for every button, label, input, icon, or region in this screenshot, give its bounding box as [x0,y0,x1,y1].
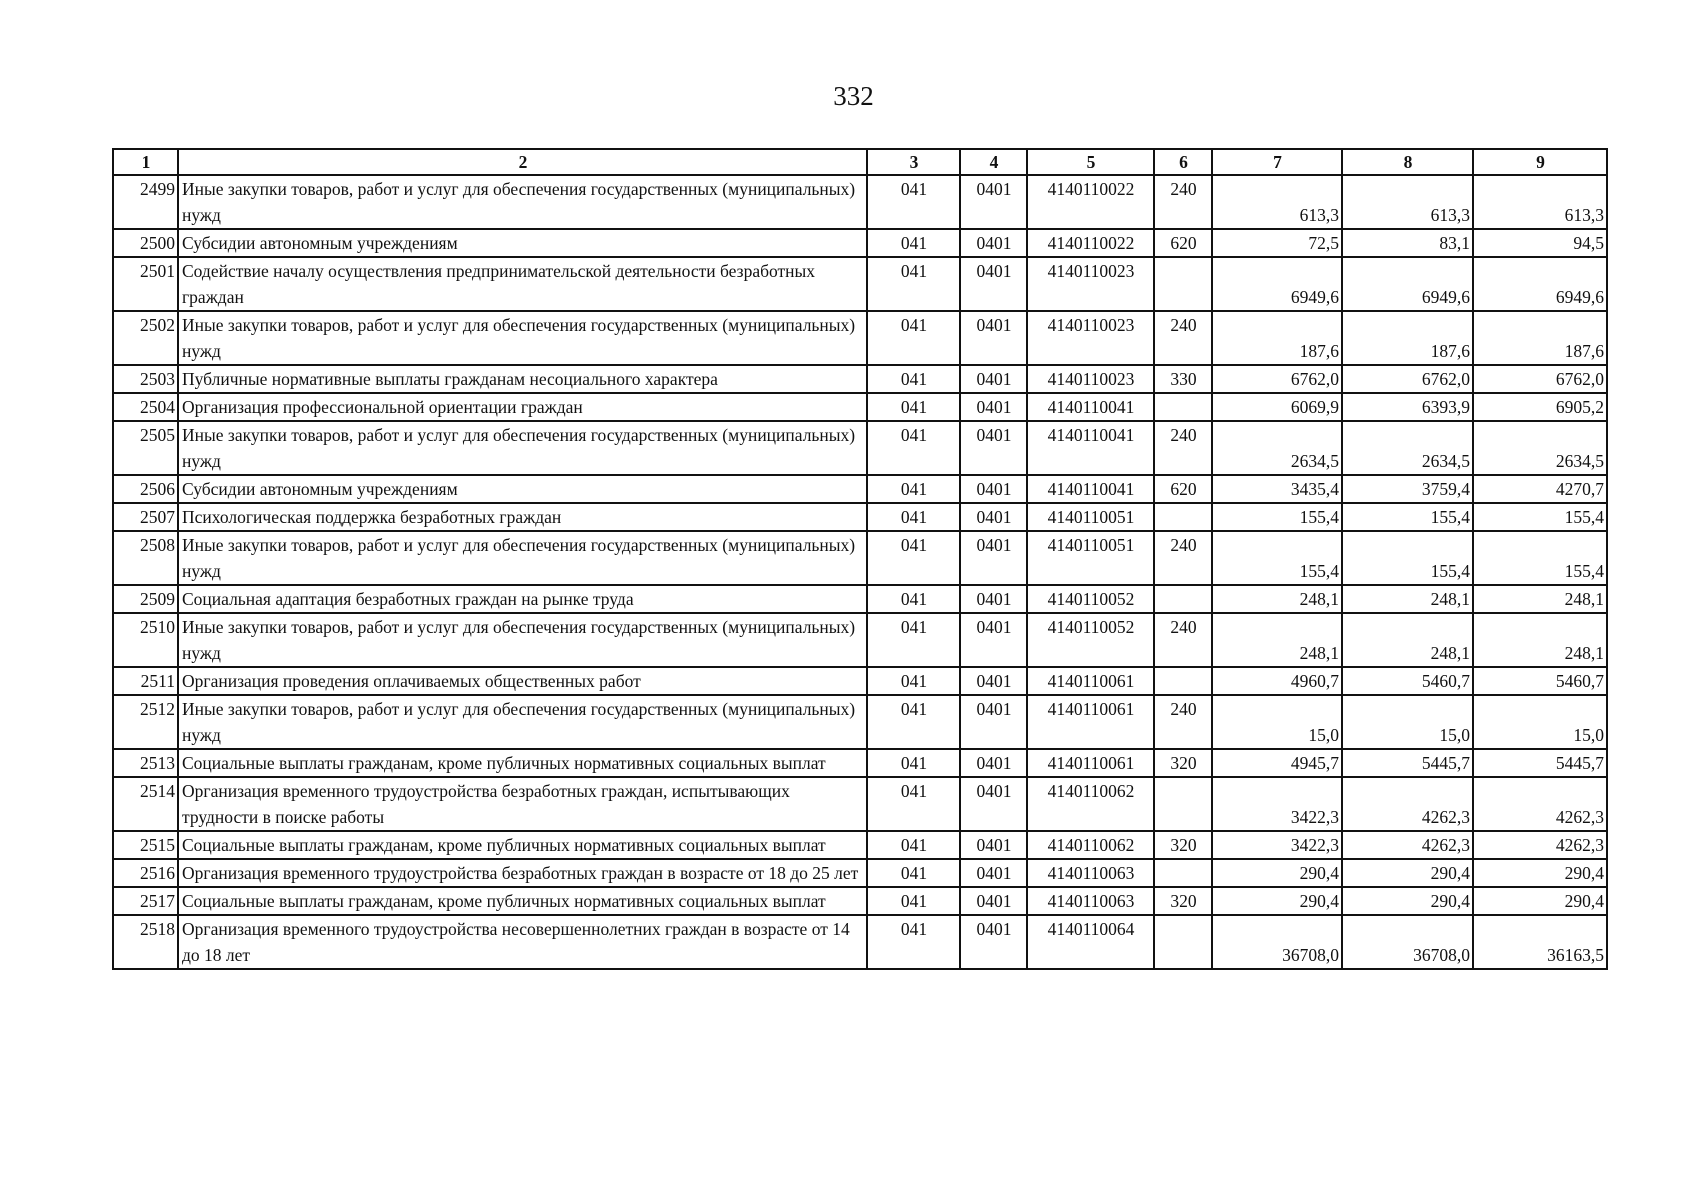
expense-type-cell: 240 [1154,175,1212,229]
ministry-code-cell: 041 [867,229,960,257]
section-code-cell: 0401 [960,503,1027,531]
row-number-cell: 2511 [113,667,178,695]
amount-col7-cell: 290,4 [1212,859,1342,887]
target-article-cell: 4140110063 [1027,859,1154,887]
item-name-cell: Организация временного трудоустройства безработных граждан, испытывающих трудности в поиске работы [178,777,867,831]
item-name-cell: Организация временного трудоустройства безработных граждан в возрасте от 18 до 25 лет [178,859,867,887]
amount-col8-cell: 5460,7 [1342,667,1473,695]
target-article-cell: 4140110063 [1027,887,1154,915]
target-article-cell: 4140110022 [1027,175,1154,229]
amount-col9-cell: 613,3 [1473,175,1607,229]
row-number-cell: 2506 [113,475,178,503]
section-code-cell: 0401 [960,475,1027,503]
amount-col7-cell: 4960,7 [1212,667,1342,695]
amount-col9-cell: 290,4 [1473,887,1607,915]
ministry-code-cell: 041 [867,915,960,969]
expense-type-cell: 620 [1154,475,1212,503]
column-header-5: 5 [1027,149,1154,175]
table-row [113,175,1607,229]
amount-col8-cell: 187,6 [1342,311,1473,365]
row-number-cell: 2514 [113,777,178,831]
row-number-cell: 2516 [113,859,178,887]
item-name-cell: Иные закупки товаров, работ и услуг для обеспечения государственных (муниципальных) нужд [178,613,867,667]
table-row [113,915,1607,969]
amount-col7-cell: 290,4 [1212,887,1342,915]
table-row [113,613,1607,667]
ministry-code-cell: 041 [867,613,960,667]
target-article-cell: 4140110041 [1027,393,1154,421]
amount-col8-cell: 4262,3 [1342,831,1473,859]
amount-col9-cell: 6949,6 [1473,257,1607,311]
amount-col9-cell: 155,4 [1473,531,1607,585]
table-row [113,749,1607,777]
amount-col7-cell: 72,5 [1212,229,1342,257]
amount-col9-cell: 15,0 [1473,695,1607,749]
amount-col9-cell: 6762,0 [1473,365,1607,393]
item-name-cell: Организация профессиональной ориентации граждан [178,393,867,421]
amount-col9-cell: 187,6 [1473,311,1607,365]
target-article-cell: 4140110023 [1027,311,1154,365]
amount-col7-cell: 6949,6 [1212,257,1342,311]
amount-col8-cell: 15,0 [1342,695,1473,749]
item-name-cell: Социальная адаптация безработных граждан на рынке труда [178,585,867,613]
amount-col9-cell: 6905,2 [1473,393,1607,421]
amount-col9-cell: 4262,3 [1473,831,1607,859]
expense-type-cell [1154,257,1212,311]
expense-type-cell [1154,667,1212,695]
amount-col8-cell: 2634,5 [1342,421,1473,475]
target-article-cell: 4140110064 [1027,915,1154,969]
table-row [113,531,1607,585]
ministry-code-cell: 041 [867,887,960,915]
target-article-cell: 4140110041 [1027,421,1154,475]
item-name-cell: Психологическая поддержка безработных граждан [178,503,867,531]
expense-type-cell: 240 [1154,311,1212,365]
target-article-cell: 4140110052 [1027,585,1154,613]
expense-type-cell: 240 [1154,421,1212,475]
ministry-code-cell: 041 [867,475,960,503]
row-number-cell: 2515 [113,831,178,859]
item-name-cell: Субсидии автономным учреждениям [178,475,867,503]
amount-col8-cell: 290,4 [1342,887,1473,915]
target-article-cell: 4140110022 [1027,229,1154,257]
ministry-code-cell: 041 [867,311,960,365]
table-row [113,393,1607,421]
row-number-cell: 2517 [113,887,178,915]
amount-col9-cell: 2634,5 [1473,421,1607,475]
section-code-cell: 0401 [960,915,1027,969]
table-row [113,475,1607,503]
section-code-cell: 0401 [960,531,1027,585]
amount-col8-cell: 5445,7 [1342,749,1473,777]
expense-type-cell [1154,915,1212,969]
column-header-1: 1 [113,149,178,175]
expense-type-cell: 240 [1154,695,1212,749]
expense-type-cell [1154,777,1212,831]
amount-col7-cell: 155,4 [1212,503,1342,531]
amount-col9-cell: 290,4 [1473,859,1607,887]
section-code-cell: 0401 [960,749,1027,777]
table-row [113,311,1607,365]
section-code-cell: 0401 [960,175,1027,229]
row-number-cell: 2500 [113,229,178,257]
table-row [113,365,1607,393]
section-code-cell: 0401 [960,365,1027,393]
table-row [113,257,1607,311]
amount-col7-cell: 4945,7 [1212,749,1342,777]
amount-col7-cell: 248,1 [1212,585,1342,613]
section-code-cell: 0401 [960,393,1027,421]
target-article-cell: 4140110052 [1027,613,1154,667]
ministry-code-cell: 041 [867,585,960,613]
row-number-cell: 2508 [113,531,178,585]
table-row [113,667,1607,695]
amount-col9-cell: 155,4 [1473,503,1607,531]
amount-col8-cell: 36708,0 [1342,915,1473,969]
item-name-cell: Иные закупки товаров, работ и услуг для обеспечения государственных (муниципальных) нужд [178,531,867,585]
expense-type-cell: 620 [1154,229,1212,257]
amount-col9-cell: 36163,5 [1473,915,1607,969]
page-number: 332 [833,81,874,111]
column-header-8: 8 [1342,149,1473,175]
section-code-cell: 0401 [960,613,1027,667]
amount-col7-cell: 155,4 [1212,531,1342,585]
amount-col7-cell: 187,6 [1212,311,1342,365]
expense-type-cell [1154,393,1212,421]
amount-col7-cell: 3435,4 [1212,475,1342,503]
column-header-6: 6 [1154,149,1212,175]
amount-col8-cell: 613,3 [1342,175,1473,229]
item-name-cell: Иные закупки товаров, работ и услуг для обеспечения государственных (муниципальных) нужд [178,421,867,475]
table-row [113,859,1607,887]
amount-col8-cell: 3759,4 [1342,475,1473,503]
amount-col7-cell: 248,1 [1212,613,1342,667]
target-article-cell: 4140110061 [1027,749,1154,777]
ministry-code-cell: 041 [867,175,960,229]
item-name-cell: Социальные выплаты гражданам, кроме публичных нормативных социальных выплат [178,887,867,915]
section-code-cell: 0401 [960,859,1027,887]
table-row [113,695,1607,749]
section-code-cell: 0401 [960,667,1027,695]
table-row [113,831,1607,859]
amount-col9-cell: 4270,7 [1473,475,1607,503]
item-name-cell: Иные закупки товаров, работ и услуг для обеспечения государственных (муниципальных) нужд [178,175,867,229]
table-row [113,421,1607,475]
ministry-code-cell: 041 [867,393,960,421]
table-row [113,585,1607,613]
amount-col8-cell: 155,4 [1342,503,1473,531]
item-name-cell: Организация временного трудоустройства несовершеннолетних граждан в возрасте от 14 до 18 лет [178,915,867,969]
item-name-cell: Публичные нормативные выплаты гражданам несоциального характера [178,365,867,393]
header-row [113,149,1607,175]
section-code-cell: 0401 [960,421,1027,475]
row-number-cell: 2518 [113,915,178,969]
amount-col9-cell: 94,5 [1473,229,1607,257]
expense-type-cell: 240 [1154,613,1212,667]
section-code-cell: 0401 [960,229,1027,257]
row-number-cell: 2503 [113,365,178,393]
item-name-cell: Иные закупки товаров, работ и услуг для обеспечения государственных (муниципальных) нужд [178,311,867,365]
row-number-cell: 2513 [113,749,178,777]
row-number-cell: 2499 [113,175,178,229]
target-article-cell: 4140110062 [1027,777,1154,831]
target-article-cell: 4140110023 [1027,365,1154,393]
amount-col7-cell: 15,0 [1212,695,1342,749]
amount-col7-cell: 3422,3 [1212,777,1342,831]
ministry-code-cell: 041 [867,667,960,695]
row-number-cell: 2505 [113,421,178,475]
row-number-cell: 2504 [113,393,178,421]
target-article-cell: 4140110023 [1027,257,1154,311]
expense-type-cell: 240 [1154,531,1212,585]
section-code-cell: 0401 [960,311,1027,365]
amount-col9-cell: 5460,7 [1473,667,1607,695]
column-header-9: 9 [1473,149,1607,175]
section-code-cell: 0401 [960,695,1027,749]
amount-col9-cell: 248,1 [1473,585,1607,613]
table-row [113,887,1607,915]
ministry-code-cell: 041 [867,531,960,585]
section-code-cell: 0401 [960,257,1027,311]
section-code-cell: 0401 [960,887,1027,915]
target-article-cell: 4140110041 [1027,475,1154,503]
amount-col8-cell: 4262,3 [1342,777,1473,831]
ministry-code-cell: 041 [867,421,960,475]
item-name-cell: Социальные выплаты гражданам, кроме публичных нормативных социальных выплат [178,749,867,777]
amount-col7-cell: 6069,9 [1212,393,1342,421]
target-article-cell: 4140110061 [1027,695,1154,749]
row-number-cell: 2509 [113,585,178,613]
amount-col7-cell: 36708,0 [1212,915,1342,969]
target-article-cell: 4140110051 [1027,503,1154,531]
row-number-cell: 2510 [113,613,178,667]
column-header-2: 2 [178,149,867,175]
section-code-cell: 0401 [960,777,1027,831]
ministry-code-cell: 041 [867,749,960,777]
table-row [113,503,1607,531]
column-header-4: 4 [960,149,1027,175]
ministry-code-cell: 041 [867,695,960,749]
amount-col8-cell: 6393,9 [1342,393,1473,421]
amount-col7-cell: 613,3 [1212,175,1342,229]
target-article-cell: 4140110061 [1027,667,1154,695]
expense-type-cell: 320 [1154,831,1212,859]
column-header-3: 3 [867,149,960,175]
expense-type-cell [1154,503,1212,531]
amount-col7-cell: 2634,5 [1212,421,1342,475]
expense-type-cell: 320 [1154,749,1212,777]
ministry-code-cell: 041 [867,257,960,311]
section-code-cell: 0401 [960,831,1027,859]
row-number-cell: 2507 [113,503,178,531]
amount-col8-cell: 248,1 [1342,613,1473,667]
amount-col9-cell: 4262,3 [1473,777,1607,831]
amount-col9-cell: 5445,7 [1473,749,1607,777]
target-article-cell: 4140110062 [1027,831,1154,859]
expense-type-cell: 330 [1154,365,1212,393]
item-name-cell: Субсидии автономным учреждениям [178,229,867,257]
ministry-code-cell: 041 [867,777,960,831]
amount-col8-cell: 290,4 [1342,859,1473,887]
expense-type-cell [1154,585,1212,613]
item-name-cell: Социальные выплаты гражданам, кроме публичных нормативных социальных выплат [178,831,867,859]
amount-col8-cell: 6949,6 [1342,257,1473,311]
row-number-cell: 2512 [113,695,178,749]
amount-col8-cell: 83,1 [1342,229,1473,257]
table-row [113,777,1607,831]
budget-table [112,148,1608,970]
table-row [113,229,1607,257]
expense-type-cell [1154,859,1212,887]
amount-col7-cell: 6762,0 [1212,365,1342,393]
row-number-cell: 2502 [113,311,178,365]
table-header [113,149,1607,175]
ministry-code-cell: 041 [867,503,960,531]
item-name-cell: Иные закупки товаров, работ и услуг для обеспечения государственных (муниципальных) нужд [178,695,867,749]
ministry-code-cell: 041 [867,859,960,887]
amount-col9-cell: 248,1 [1473,613,1607,667]
amount-col8-cell: 6762,0 [1342,365,1473,393]
target-article-cell: 4140110051 [1027,531,1154,585]
ministry-code-cell: 041 [867,831,960,859]
expense-type-cell: 320 [1154,887,1212,915]
ministry-code-cell: 041 [867,365,960,393]
column-header-7: 7 [1212,149,1342,175]
table-body [113,175,1607,969]
amount-col8-cell: 155,4 [1342,531,1473,585]
amount-col7-cell: 3422,3 [1212,831,1342,859]
amount-col8-cell: 248,1 [1342,585,1473,613]
item-name-cell: Содействие началу осуществления предпринимательской деятельности безработных граждан [178,257,867,311]
row-number-cell: 2501 [113,257,178,311]
section-code-cell: 0401 [960,585,1027,613]
item-name-cell: Организация проведения оплачиваемых общественных работ [178,667,867,695]
